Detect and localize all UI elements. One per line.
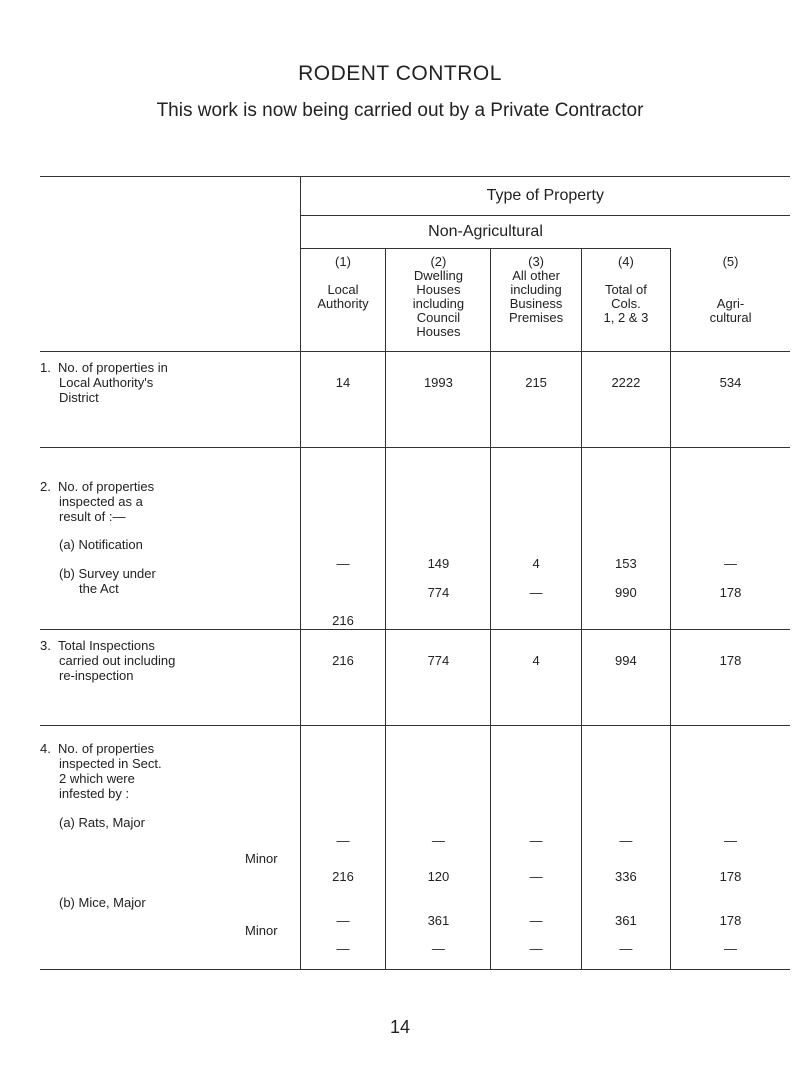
table-cell: 149 774 [386,448,491,630]
header-type-of-property: Type of Property [300,177,790,216]
table-cell: 534 [671,352,790,448]
rodent-control-table [40,176,790,970]
header-non-agricultural: Non-Agricultural [300,216,671,249]
table-cell: 153 990 [581,448,670,630]
table-cell: 216 [300,630,386,726]
column-header-1: (1) Local Authority [300,249,386,352]
page-title: RODENT CONTROL [298,62,502,85]
table-row [40,448,790,630]
column-header-3: (3) All other including Business Premises [491,249,581,352]
table-cell: — 120 361 — [386,726,491,970]
row-label-3: 3. Total Inspections carried out including re-inspection [40,630,300,726]
column-header-2: (2) Dwelling Houses including Council Houses [386,249,491,352]
table-cell: 2222 [581,352,670,448]
page-number: 14 [389,1017,411,1037]
table-cell: 14 [300,352,386,448]
table-cell: 774 [386,630,491,726]
table-cell: — 178 178 — [671,726,790,970]
row-label-4: 4. No. of properties inspected in Sect. 2 which were infested by : (a) Rats, Major Minor (b) Mice, Major Minor [40,726,300,970]
row-label-2: 2. No. of properties inspected as a result of :— (a) Notification (b) Survey under the Act [40,448,300,630]
subtitle: This work is now being carried out by a Private Contractor [156,100,644,121]
table-cell: 178 [671,630,790,726]
row-label-1: 1. No. of properties in Local Authority's District [40,352,300,448]
table-cell: — 178 [671,448,790,630]
table-cell: 215 [491,352,581,448]
table-cell: — 336 361 — [581,726,670,970]
table-cell: — 216 [300,448,386,630]
table-cell: — 216 — — [300,726,386,970]
table-cell: 4 — [491,448,581,630]
table-row [40,352,790,448]
column-header-5: (5) Agri- cultural [671,249,790,352]
table-cell: 4 [491,630,581,726]
table-row [40,630,790,726]
table-cell: 1993 [386,352,491,448]
table-row [40,726,790,970]
table-cell: 994 [581,630,670,726]
column-header-4: (4) Total of Cols. 1, 2 & 3 [581,249,670,352]
table-cell: — — — — [491,726,581,970]
